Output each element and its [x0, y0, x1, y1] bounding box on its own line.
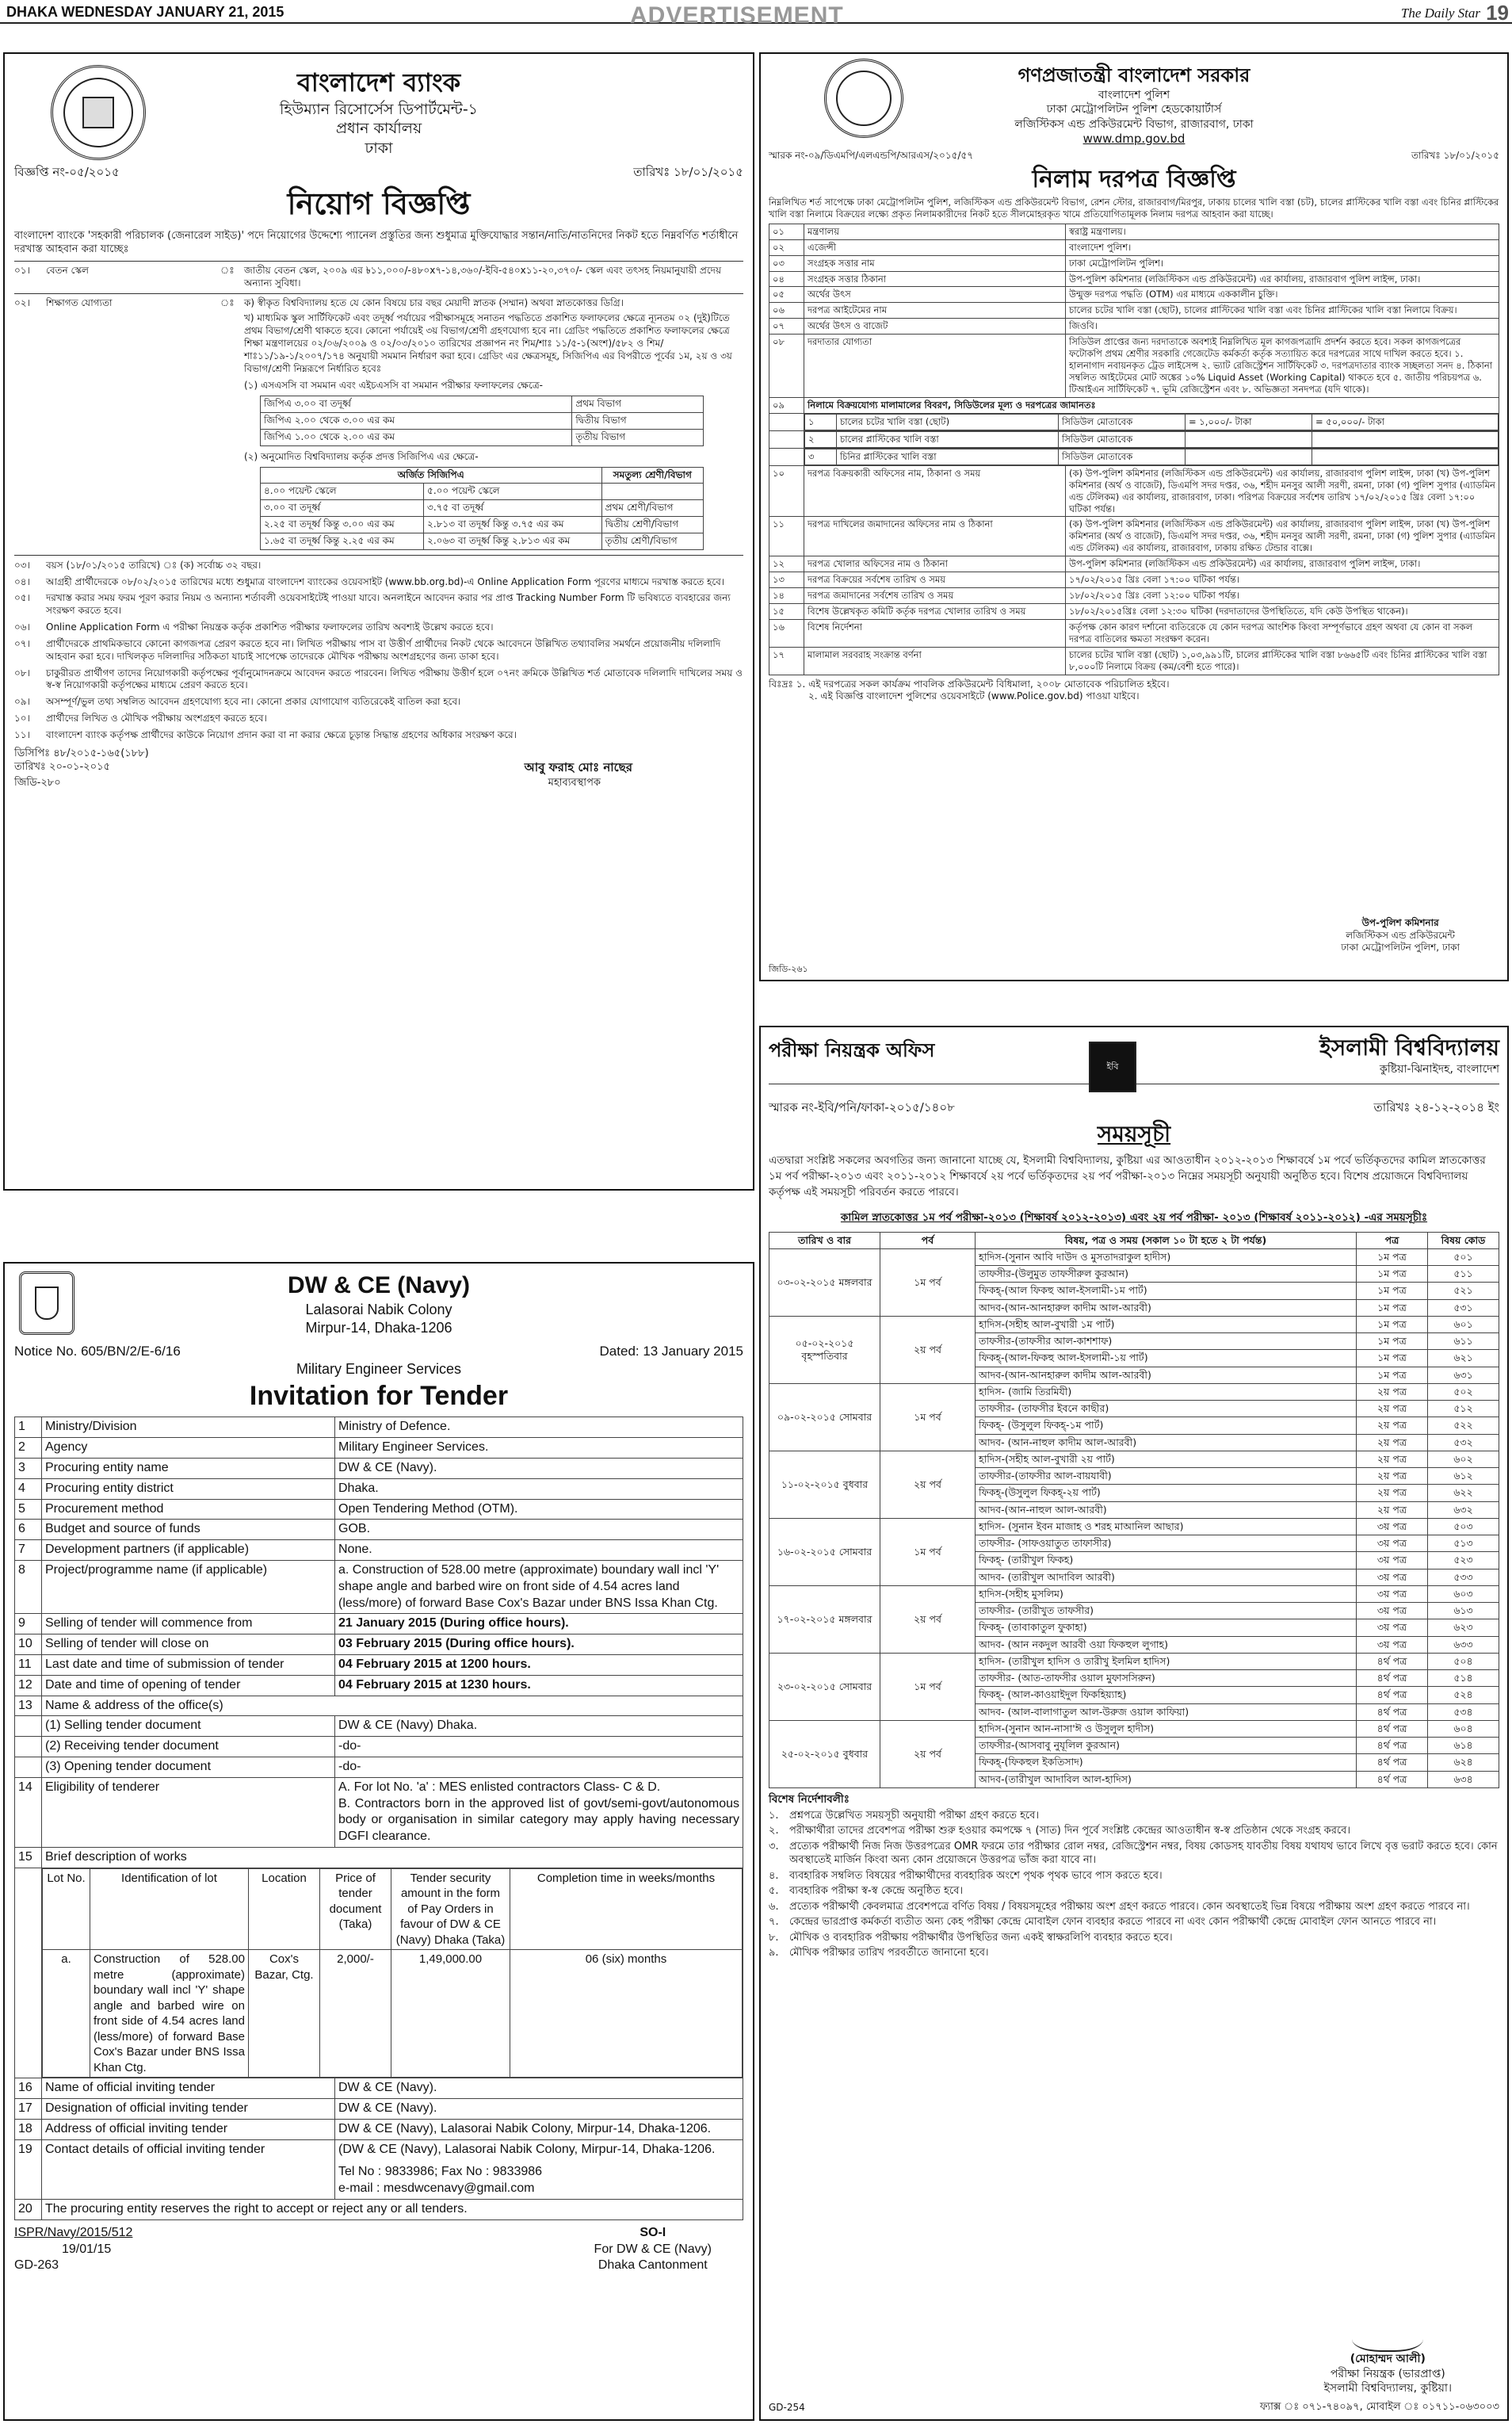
dmp-gd: জিডি-২৬১: [769, 963, 808, 974]
schedule-header: বিষয়, পত্র ও সময় (সকাল ১০ টা হতে ২ টা পর্যন্ত): [976, 1232, 1357, 1248]
iu-signer-title: পরীক্ষা নিয়ন্ত্রক (ভারপ্রাপ্ত): [1330, 2367, 1445, 2380]
schedule-row: ১৬-০২-২০১৫ সোমবার ১ম পর্ব হাদিস- (সুনান ইবন মাজাহ ও শরহ মাআনিল আছার) ৩য় পত্র ৫০৩: [769, 1518, 1499, 1535]
iu-subtitle: কামিল স্নাতকোত্তর ১ম পর্ব পরীক্ষা-২০১৩ (শিক্ষাবর্ষ ২০১২-২০১৩) এবং ২য় পর্ব পরীক্ষা- ২০১৩ (শিক্ষাবর্ষ ২০১১-২০১২) -এর সময়সূচীঃ: [840, 1211, 1428, 1225]
cgpa-row: ১.৬৫ বা তদূর্ধ্ব কিন্তু ২.২৫ এর কম ২.০৬৩ বা তদূর্ধ্ব কিন্তু ২.৮১৩ এর কম তৃতীয় শ্রেণী/বিভাগ: [261, 533, 704, 549]
dmp-sign1: উপ-পুলিশ কমিশনার: [1361, 917, 1439, 929]
navy-sign2: For DW & CE (Navy): [594, 2242, 712, 2256]
schedule-row: ০৫-০২-২০১৫ বৃহস্পতিবার ২য় পর্ব হাদিস-(সহীহ আল-বুখারী ১ম পার্ট) ১ম পত্র ৬০১: [769, 1316, 1499, 1332]
bank-condition: ০৩। বয়স (১৮/০১/২০১৫ তারিখে) ঃ (ক) সর্বোচ্চ ৩২ বছর।: [14, 559, 262, 571]
signature-mark-icon: [1352, 2320, 1423, 2352]
dmp-note1: বিঃদ্রঃ ১. এই দরপত্রের সকল কার্যক্রম পাবলিক প্রকিউরমেন্ট বিধিমালা, ২০০৮ মোতাবেক পরিচালিত হইবে।: [769, 678, 1170, 690]
page-number: 19: [1486, 1, 1509, 25]
edu-s2: (২) অনুমোদিত বিশ্ববিদ্যালয় কর্তৃক প্রদত্ত সিজিপিএ এর ক্ষেত্রে-: [244, 450, 479, 462]
bank-date: তারিখঃ ১৮/০১/২০১৫: [633, 164, 743, 179]
dmp-date: তারিখঃ ১৮/০১/২০১৫: [1411, 150, 1499, 162]
dmp-memo: স্মারক নং-০৯/ডিএমপি/এলএন্ডপি/আরএস/২০১৫/৫৭: [769, 150, 974, 162]
navy-addr2: Mirpur-14, Dhaka-1206: [305, 1320, 452, 1336]
gpa-row: জিপিএ ১.০০ থেকে ২.০০ এর কম তৃতীয় বিভাগ: [261, 429, 704, 445]
navy-gd: GD-263: [14, 2258, 59, 2273]
dmp-row: ০৬ দরপত্র আইটেমের নাম চালের চটের খালি বস্তা (ছোট), চালের প্লাস্টিকের খালি বস্তা এবং চিনির প্লাস্টিকের খালি বস্তা নিলামে বিক্রয়।: [769, 303, 1499, 319]
page-header: [0, 0, 1512, 29]
dmp-row: ০৯ নিলামে বিক্রয়যোগ্য মালামালের বিবরণ, সিডিউলের মূল্য ও দরপত্রের জামানতঃ: [769, 397, 1499, 413]
schedule-row: ০৩-০২-২০১৫ মঙ্গলবার ১ম পর্ব হাদিস-(সুনান আবি দাউদ ও মুসতাদরাকুল হাদীস) ১ম পত্র ৫০১: [769, 1248, 1499, 1265]
iu-logo-icon: ইবি: [1089, 1042, 1136, 1092]
cgpa-table: অর্জিত সিজিপিএ সমতুল্য শ্রেণী/বিভাগ ৪.০০ পয়েন্ট স্কেলে ৫.০০ পয়েন্ট স্কেলে ৩.০০ বা তদূর্ধ্ব ৩.৭৫ বা তদূর্ধ্ব প্রথম শ্রেণী/বিভাগ ২.২৫ বা তদূর্ধ্ব কিন্তু ৩.০০ এর কম ২.৮১৩ বা তদূর্ধ্ব কিন্তু ৩.৭৫ এর কম দ্বিতীয় শ্রেণী/বিভাগ ১.৬৫ বা তদূর্ধ্ব কিন্তু ২.২৫ এর কম ২.০৬৩ বা তদূর্ধ্ব কিন্তু ২.৮১৩ এর কম তৃতীয় শ্রেণী/বিভাগ: [260, 467, 704, 550]
dmp-table: [769, 224, 1499, 675]
bank-memo: বিজ্ঞপ্তি নং-০৫/২০১৫: [14, 164, 120, 179]
schedule-row: ফিকহ্-(আল-ফিকহু আল-ইসলামী-১য় পার্ট) ১ম পত্র ৬২১: [769, 1350, 1499, 1367]
schedule-row: ফিকহ্- (উসুলুল ফিকহ্-১ম পার্ট) ২য় পত্র ৫২২: [769, 1417, 1499, 1434]
schedule-row: আদব-(আন-আনহারুল কাদীম আল-আরবী) ১ম পত্র ৬৩১: [769, 1367, 1499, 1383]
lot-table: Lot No. Identification of lot Location Price of tender document (Taka) Tender security amount in the form of Pay Orders in favour of DW & CE (Navy) Dhaka (Taka) Completion time in weeks/months a. Construction of 528.00 metre (approximate) boundary wall incl 'Y' shape angle and barbed wire on front side of 4.54 acres land (less/more) of forward Base Cox's Bazar under BNS Issa Khan Ctg. Cox's Bazar, Ctg. 2,000/- 1,49,000.00 06 (six) months: [42, 1868, 743, 2078]
bank-signer: আবু ফরাহ মোঃ নাছের: [524, 759, 632, 774]
schedule-row: ২৫-০২-২০১৫ বুধবার ২য় পর্ব হাদিস-(সুনান আন-নাসা'ঈ ও উসুলুল হাদীস) ৪র্থ পত্র ৬০৪: [769, 1720, 1499, 1737]
iu-memo: স্মারক নং-ইবি/পনি/ফাকা-২০১৫/১৪০৮: [769, 1099, 955, 1115]
dmp-lot-row: ১ চালের চটের খালি বস্তা (ছোট) সিডিউল মোতাবেক = ১,০০০/- টাকা = ৫০,০০০/- টাকা: [769, 413, 1499, 430]
bank-row-education: ০২। শিক্ষাগত যোগ্যতা ঃ ক) স্বীকৃত বিশ্ববিদ্যালয় হতে যে কোন বিষয়ে চার বছর মেয়াদী স্নাতক (সম্মান) অথবা স্নাতকোত্তর ডিগ্রি। খ) মাধ্যমিক স্কুল সার্টিফিকেট এবং তদূর্ধ্ব পর্যায়ের পরীক্ষাসমূহে সনাতন পদ্ধতিতে প্রকাশিত ফলাফলের ক্ষেত্রে ন্যূনতম ০২ (দুই)টিতে প্রথম বিভাগ/শ্রেণী থাকতে হবে। কোনো পর্যায়েই ৩য় বিভাগ/শ্রেণী গ্রহণযোগ্য হবে না। গ্রেডিং পদ্ধতিতে প্রকাশিত ফলাফলের ক্ষেত্রে শিক্ষা মন্ত্রণালয়ের ০২/০৬/২০০৯ ও ০২/০৩/২০১০ তারিখের প্রজ্ঞাপন নং শিম/শাঃ ১১/৫-১(অংশ)/৫৮২ ও শিম/শাঃ১১/১৯-১/২০০৭/১৭৪ অনুযায়ী সমমান নির্ধারণ করা হবে। গ্রেডিং এর ক্ষেত্রসমূহ, সিজিপিএ এর বিপরীতে পূর্বের ১ম, ২য় ও ৩য় বিভাগ/শ্রেণী নিম্নরূপে নির্ধারিত হবেঃ (১) এসএসসি বা সমমান এবং এইচএসসি বা সমমান পরীক্ষার ফলাফলের ক্ষেত্রে- জিপিএ ৩.০০ বা তদূর্ধ্ব প্রথম বিভাগ জিপিএ ২.০০ থেকে ৩.০০ এর কম দ্বিতীয় বিভাগ জিপিএ ১.০০ থেকে ২.০০ এর কম তৃতীয় বিভাগ (২) অনুমোদিত বিশ্ববিদ্যালয় কর্তৃক প্রদত্ত সিজিপিএ এর ক্ষেত্রে- অর্জিত সিজিপিএ সমতুল্য শ্রেণী/বিভাগ ৪.০০ পয়েন্ট স্কেলে ৫.০০ পয়েন্ট স্কেলে ৩.০০ বা তদূর্ধ্ব ৩.৭৫ বা তদূর্ধ্ব প্রথম শ্রেণী/বিভাগ ২.২৫ বা তদূর্ধ্ব কিন্তু ৩.০০ এর কম ২.৮১৩ বা তদূর্ধ্ব কিন্তু ৩.৭৫ এর কম দ্বিতীয় শ্রেণী/বিভাগ ১.৬৫ বা তদূর্ধ্ব কিন্তু ২.২৫ এর কম ২.০৬৩ বা তদূর্ধ্ব কিন্তু ২.৮১৩ এর কম তৃতীয় শ্রেণী/বিভাগ: [14, 297, 743, 550]
navy-row: 16 Name of official inviting tender DW & CE (Navy).: [15, 2078, 743, 2099]
navy-row: 7 Development partners (if applicable) None.: [15, 1540, 743, 1561]
navy-dated: Dated: 13 January 2015: [599, 1343, 743, 1359]
schedule-row: আদব- (আল-বালাগাতুল আল-উরুজ ওয়াল কাফিয়া) ৪র্থ পত্র ৫৩৪: [769, 1703, 1499, 1720]
bank-conditions: [14, 560, 743, 742]
bank-dept: হিউম্যান রিসোর্সেস ডিপার্টমেন্ট-১: [279, 100, 479, 118]
navy-sub: Military Engineer Services: [296, 1360, 462, 1377]
edu-b: খ) মাধ্যমিক স্কুল সার্টিফিকেট এবং তদূর্ধ্ব পর্যায়ের পরীক্ষাসমূহে সনাতন পদ্ধতিতে প্রকাশিত ফলাফলের ক্ষেত্রে ন্যূনতম ০২ (দুই)টিতে প্রথম বিভাগ/শ্রেণী থাকতে হবে। কোনো পর্যায়েই ৩য় বিভাগ/শ্রেণী গ্রহণযোগ্য হবে না। গ্রেডিং পদ্ধতিতে প্রকাশিত ফলাফলের ক্ষেত্রে শিক্ষা মন্ত্রণালয়ের ০২/০৬/২০০৯ ও ০২/০৩/২০১০ তারিখের প্রজ্ঞাপন নং শিম/শাঃ ১১/৫-১(অংশ)/৫৮২ ও শিম/শাঃ১১/১৯-১/২০০৭/১৭৪ অনুযায়ী সমমান নির্ধারণ করা হবে। গ্রেডিং এর ক্ষেত্রসমূহ, সিজিপিএ এর বিপরীতে পূর্বের ১ম, ২য় ও ৩য় বিভাগ/শ্রেণী নিম্নরূপে নির্ধারিত হবেঃ: [244, 312, 732, 374]
navy-notice: Notice No. 605/BN/2/E-6/16: [14, 1343, 181, 1359]
instruction-item: ৫. ব্যবহারিক পরীক্ষা স্ব-স্ব কেন্দ্রে অনুষ্ঠিত হবে।: [769, 1885, 963, 1898]
bank-city: ঢাকা: [365, 139, 393, 157]
schedule-row: ১৭-০২-২০১৫ মঙ্গলবার ২য় পর্ব হাদিস-(সহীহ মুসলিম) ৩য় পত্র ৬০৩: [769, 1585, 1499, 1602]
dmp-title: গণপ্রজাতন্ত্রী বাংলাদেশ সরকার: [1018, 64, 1250, 86]
dmp-row: ০২ এজেন্সী বাংলাদেশ পুলিশ।: [769, 239, 1499, 255]
cgpa-row: ৩.০০ বা তদূর্ধ্ব ৩.৭৫ বা তদূর্ধ্ব প্রথম শ্রেণী/বিভাগ: [261, 500, 704, 517]
iu-intro: এতদ্বারা সংশ্লিষ্ট সকলের অবগতির জন্য জানানো যাচ্ছে যে, ইসলামী বিশ্ববিদ্যালয়, কুষ্টিয়া এর আওতাধীন ২০১২-২০১৩ শিক্ষাবর্ষে ১ম পর্বে ভর্তিকৃতদের কামিল স্নাতকোত্তর ১ম পর্ব পরীক্ষা-২০১৩ এবং ২০১১-২০১২ শিক্ষাবর্ষে ২য় পর্বে ভর্তিকৃতদের ২য় পর্ব পরীক্ষা-২০১৩ নিম্নের সময়সূচী অনুযায়ী অনুষ্ঠিত হবে। বিশেষ প্রয়োজনে বিশ্ববিদ্যালয় কর্তৃপক্ষ এই সময়সূচী পরিবর্তন করতে পারবে।: [769, 1154, 1486, 1199]
iu-place: কুষ্টিয়া-ঝিনাইদহ, বাংলাদেশ: [1379, 1063, 1499, 1076]
dmp-tender-ad: [759, 52, 1509, 981]
navy-tender-ad: [3, 1262, 754, 2421]
instruction-item: ২. পরীক্ষার্থীরা তাদের প্রবেশপত্র পরীক্ষা শুরু হওয়ার কমপক্ষে ৭ (সাত) দিন পূর্বে সংশ্লিষ্ট কেন্দ্রের আওতাধীন স্ব-স্ব প্রতিষ্ঠান থেকে সংগ্রহ করবে।: [769, 1825, 1350, 1837]
schedule-row: ০৯-০২-২০১৫ সোমবার ১ম পর্ব হাদিস- (জামি তিরমিযী) ২য় পত্র ৫০২: [769, 1383, 1499, 1400]
navy-row: 2 Agency Military Engineer Services.: [15, 1438, 743, 1459]
iu-schedule-table: [769, 1232, 1499, 1788]
dmp-row: ০১ মন্ত্রণালয় স্বরাষ্ট্র মন্ত্রণালয়।: [769, 224, 1499, 239]
iu-exam-schedule-ad: [759, 1026, 1509, 2421]
bank-office: প্রধান কার্যালয়: [335, 120, 422, 138]
navy-row: 10 Selling of tender will close on 03 February 2015 (During office hours).: [15, 1634, 743, 1655]
navy-ispr: ISPR/Navy/2015/512: [14, 2225, 133, 2239]
dmp-sign3: ঢাকা মেট্রোপলিটন পুলিশ, ঢাকা: [1341, 942, 1460, 954]
bangladesh-bank-ad: [3, 52, 754, 1191]
schedule-row: তাফসীর-(তাফসীর আল-বায়যাবী) ২য় পত্র ৬১২: [769, 1468, 1499, 1485]
instruction-item: ৬. প্রত্যেক পরীক্ষার্থী কেবলমাত্র প্রবেশপত্রে বর্ণিত বিষয় / বিষয়সমূহের পরীক্ষায় অংশ গ্রহণ করতে পারবে। কোন অবস্থাতেই ভিন্ন বিষয়ে পরীক্ষায় অংশ গ্রহণ করতে পারবে না।: [769, 1900, 1470, 1913]
instruction-item: ৩. প্রত্যেক পরীক্ষার্থী নিজ নিজ উত্তরপত্রের OMR ফরমে তার পরীক্ষার রোল নম্বর, রেজিস্ট্রেশন নম্বর, বিষয় কোডসহ যাবতীয় বিষয় যথাযথ ভাবে লিখে বৃত্ত ভরাট করতে হবে। কোন অবস্থাতেই মার্জিন কিংবা অন্য কোন প্রয়োজনে উত্তরপত্র ভাঁজ করা যাবে না।: [769, 1840, 1498, 1867]
bank-row-salary: ০১। বেতন স্কেল ঃ জাতীয় বেতন স্কেল, ২০০৯ এর ৳১১,০০০/-৪৮০x৭-১৪,৩৬০/-ইবি-৫৪০x১১-২০,৩৭০/- স্কেল এবং তৎসহ নিয়মানুযায়ী প্রদেয় অন্যান্য সুবিধা।: [14, 264, 722, 289]
navy-title: DW & CE (Navy): [287, 1272, 471, 1298]
iu-signer-org: ইসলামী বিশ্ববিদ্যালয়, কুষ্টিয়া।: [1323, 2381, 1452, 2395]
dmp-sign2: লজিস্টিকস এন্ড প্রকিউরমেন্ট: [1346, 929, 1455, 941]
dmp-row: ১০ দরপত্র বিক্রয়কারী অফিসের নাম, ঠিকানা ও সময় (ক) উপ-পুলিশ কমিশনার (লজিস্টিকস এন্ড প্রকিউরমেন্ট) এর কার্যালয়, রাজারবাগ পুলিশ লাইন্স, ঢাকা (খ) উপ-পুলিশ কমিশনার (অর্থ ও বাজেট), ডিএমপি সদর দপ্তর, ৩৬, শহীদ মনসুর আলী সরণী, রমনা, ঢাকা (গ) পুলিশ সুপার (এ্যাডমিন এন্ড টেলিকম) এর কার্যালয়, রাজারবাগ, ঢাকা। পরিপত্র বিক্রয়ের সর্বশেষ তারিখ ১৭/০২/২০১৫ খ্রিঃ বেলা ১৭:০০ ঘটিকা পর্যন্ত।: [769, 465, 1499, 517]
navy-row: 5 Procurement method Open Tendering Method (OTM).: [15, 1499, 743, 1520]
navy-lot-row: [15, 1868, 743, 2078]
navy-row: 17 Designation of official inviting tender DW & CE (Navy).: [15, 2099, 743, 2120]
navy-headline: Invitation for Tender: [249, 1381, 509, 1412]
schedule-row: তাফসীর-(আসবাবু নুযূলিল কুরআন) ৪র্থ পত্র ৬১৪: [769, 1738, 1499, 1754]
dmp-l2: ঢাকা মেট্রোপলিটন পুলিশ হেডকোয়ার্টার্স: [1046, 103, 1222, 117]
section-label: ADVERTISEMENT: [630, 2, 844, 29]
schedule-row: তাফসীর- (তারীখুত তাফসীর) ৩য় পত্র ৬১৩: [769, 1603, 1499, 1619]
schedule-row: তাফসীর-(উলুমুত তাফসীরুল কুরআন) ১ম পত্র ৫১১: [769, 1266, 1499, 1283]
dmp-l3: লজিস্টিকস এন্ড প্রকিউরমেন্ট বিভাগ, রাজারবাগ, ঢাকা: [1014, 117, 1254, 131]
iu-notes: [769, 1809, 1499, 1960]
navy-row: 19 Contact details of official inviting tender (DW & CE (Navy), Lalasorai Nabik Colony, Mirpur-14, Dhaka-1206. Tel No : 9833986; Fax No : 9833986 e-mail : mesdwcenavy@gmail.com: [15, 2139, 743, 2199]
iu-date: তারিখঃ ২৪-১২-২০১৪ ইং: [1373, 1099, 1499, 1115]
dmp-l1: বাংলাদেশ পুলিশ: [1098, 89, 1170, 102]
instruction-item: ৯. মৌখিক পরীক্ষার তারিখ পরবর্তীতে জানানো হবে।: [769, 1947, 989, 1959]
gpa-row: জিপিএ ২.০০ থেকে ৩.০০ এর কম দ্বিতীয় বিভাগ: [261, 413, 704, 430]
schedule-row: ফিকহ্- (তাবাকাতুল ফুকাহা) ৩য় পত্র ৬২৩: [769, 1619, 1499, 1636]
navy-row: 3 Procuring entity name DW & CE (Navy).: [15, 1459, 743, 1479]
navy-ispr-date: 19/01/15: [62, 2242, 112, 2256]
gpa-row: জিপিএ ৩.০০ বা তদূর্ধ্ব প্রথম বিভাগ: [261, 396, 704, 413]
dmp-row: ০৮ দরদাতার যোগ্যতা সিডিউল প্রাপ্তের জন্য দরদাতাকে অবশ্যই নিম্নলিখিত মূল কাগজপত্রাদি প্রদর্শন করতে হবে। সকল কাগজপত্রের ফটোকপি প্রথম শ্রেণীর সরকারি গেজেটেড কর্মকর্তা কর্তৃক সত্যায়িত করে দরপত্রের সাথে দাখিল করতে হবে। ১. হালনাগাদ নবায়নকৃত ট্রেড লাইসেন্স ২. ভ্যাট রেজিস্ট্রেশন সার্টিফিকেট ৩. দরপত্রদাতার ব্যাংক সচ্ছলতা সনদ ৪. ঠিকানা সম্বলিত আইটেমের মোট অঙ্কের ১০% Liquid Asset (Working Capital) থাকতে হবে ৫. জাতীয় পরিচয়পত্র ৬. টিআইএন সার্টিফিকেট ৭. ভূমি রেজিস্ট্রেশন এবং ৮. অভিজ্ঞতা সনদপত্র (যদি থাকে)।: [769, 335, 1499, 398]
navy-sign3: Dhaka Cantonment: [598, 2258, 708, 2273]
navy-row: 15 Brief description of works: [15, 1847, 743, 1868]
bank-headline: নিয়োগ বিজ্ঞপ্তি: [287, 186, 471, 222]
navy-table: [14, 1417, 743, 2219]
dmp-row: ১৩ দরপত্র বিক্রয়ের সর্বশেষ তারিখ ও সময় ১৭/০২/২০১৫ খ্রিঃ বেলা ১৭:০০ ঘটিকা পর্যন্ত।: [769, 572, 1499, 588]
navy-row: 1 Ministry/Division Ministry of Defence.: [15, 1417, 743, 1438]
schedule-header: পত্র: [1357, 1232, 1428, 1248]
schedule-row: আদব- (তারীখুল আদাবিল আরবী) ৩য় পত্র ৫৩৩: [769, 1569, 1499, 1585]
dmp-row: ০৫ অর্থের উৎস উন্মুক্ত দরপত্র পদ্ধতি (OTM) এর মাধ্যমে এককালীন চুক্তি।: [769, 287, 1499, 303]
navy-row: 14 Eligibility of tenderer A. For lot No. 'a' : MES enlisted contractors Class- C & D. B. Contractors born in the approved list of govt/semi-govt/autonomous body or organisation in similar category may apply having necessary DGFI clearance.: [15, 1777, 743, 1847]
dmp-headline: নিলাম দরপত্র বিজ্ঞপ্তি: [1032, 165, 1236, 193]
bank-condition: ১১। বাংলাদেশ ব্যাংক কর্তৃপক্ষ প্রার্থীদের কাউকে নিয়োগ প্রদান করা বা না করার ক্ষেত্রে চূড়ান্ত সিদ্ধান্ত গ্রহণের অধিকার সংরক্ষণ করে।: [14, 728, 517, 740]
dmp-intro: নিম্নলিখিত শর্ত সাপেক্ষে ঢাকা মেট্রোপলিটন পুলিশ, লজিস্টিকস এন্ড প্রকিউরমেন্ট বিভাগ, রেশন স্টোর, রাজারবাগ/মিরপুর, ঢাকায় চালের খালি বস্তা (চট), চালের প্লাস্টিকের খালি বস্তা এবং চিনির প্লাস্টিকের খালি বস্তা নিলামে বিক্রয়ের লক্ষ্যে প্রকৃত নিলামকারীদের নিকট হতে সীলমোহরকৃত খামে প্রতিযোগিতামূলক নিলাম দরপত্র আহবান করা যাচ্ছে।: [769, 196, 1499, 220]
navy-logo-icon: [19, 1271, 74, 1335]
iu-headline: সময়সূচী: [1097, 1121, 1171, 1148]
dmp-row: ০৭ অর্থের উৎস ও বাজেট জিওবি।: [769, 319, 1499, 335]
schedule-header: পর্ব: [880, 1232, 976, 1248]
dmp-row: ১৪ দরপত্র জমাদানের সর্বশেষ তারিখ ও সময় ১৮/০২/২০১৫ খ্রিঃ বেলা ১২:০০ ঘটিকা পর্যন্ত।: [769, 588, 1499, 604]
instruction-item: ৪. ব্যবহারিক সম্বলিত বিষয়ের পরীক্ষার্থীদের ব্যবহারিক অংশে পৃথক পৃথক ভাবে পাস করতে হবে।: [769, 1869, 1163, 1882]
dmp-row: ০৩ সংগ্রহক সত্তার নাম ঢাকা মেট্রোপলিটন পুলিশ।: [769, 255, 1499, 271]
schedule-row: তাফসীর- (সাফওয়াতুত তাফাসীর) ৩য় পত্র ৫১৩: [769, 1535, 1499, 1552]
schedule-row: তাফসীর-(তাফসীর আল-কাশশাফ) ১ম পত্র ৬১১: [769, 1333, 1499, 1350]
navy-subrow: (2) Receiving tender document -do-: [15, 1737, 743, 1757]
bank-signer-title: মহাব্যবস্থাপক: [548, 776, 601, 789]
dmp-note2: ২. এই বিজ্ঞপ্তি বাংলাদেশ পুলিশের ওয়েবসাইটে (www.Police.gov.bd) পাওয়া যাইবে।: [808, 690, 1140, 702]
navy-sign1: SO-I: [640, 2225, 666, 2239]
navy-row: 12 Date and time of opening of tender 04 February 2015 at 1230 hours.: [15, 1675, 743, 1696]
dmp-website[interactable]: www.dmp.gov.bd: [1082, 131, 1186, 146]
navy-addr1: Lalasorai Nabik Colony: [305, 1302, 452, 1317]
bank-condition: ০৫। দরখাস্ত করার সময় ফরম পূরণ করার নিয়ম ও অন্যান্য শর্তাবলী ওয়েবসাইটেই পাওয়া যাবে। অনলাইনে আবেদন করার পর প্রাপ্ত Tracking Number Form টি ভবিষ্যতে ব্যবহারের জন্য সংরক্ষণ করতে হবে।: [14, 592, 731, 617]
instruction-item: ৭. কেন্দ্রের ভারপ্রাপ্ত কর্মকর্তা ব্যতীত অন্য কেহ পরীক্ষা কেন্দ্রে মোবাইল ফোন ব্যবহার করতে পারবে না এবং কোন পরীক্ষার্থী কেন্দ্রে মোবাইল ফোন আনতে পারবে না।: [769, 1916, 1437, 1929]
eligibility-a: A. For lot No. 'a' : MES enlisted contractors Class- C & D.: [338, 1780, 661, 1794]
newspaper-name: The Daily Star: [1400, 6, 1480, 21]
dmp-lot-row: ৩ চিনির প্লাস্টিকের খালি বস্তা সিডিউল মোতাবেক: [769, 448, 1499, 465]
schedule-row: ফিকহ্-(আল ফিকহু আল-ইসলামী-১ম পার্ট) ১ম পত্র ৫২১: [769, 1283, 1499, 1299]
bank-condition: ১০। প্রার্থীদের লিখিত ও মৌখিক পরীক্ষায় অংশগ্রহণ করতে হবে।: [14, 713, 267, 725]
schedule-row: ফিকহ্-(ফিকহুল ইকতিসাদ) ৪র্থ পত্র ৬২৪: [769, 1754, 1499, 1771]
dmp-row: ১৭ মালামাল সরবরাহ সংক্রান্ত বর্ণনা চালের চটের খালি বস্তা (ছোট) ১,০৩,৯৯১টি, চালের প্লাস্টিকের খালি বস্তা ৮৬৬৫টি এবং চিনির প্লাস্টিকের খালি বস্তা ৮,০০০টি নিলামে বিক্রয় (কম/বেশী হতে পারে)।: [769, 647, 1499, 675]
schedule-row: ২৩-০২-২০১৫ সোমবার ১ম পর্ব হাদিস- (তারীখুল হাদিস ও তারীখু ইলমিল হাদিস) ৪র্থ পত্র ৫০৪: [769, 1653, 1499, 1669]
schedule-header: বিষয় কোড: [1428, 1232, 1499, 1248]
schedule-row: তাফসীর- (আত-তাফসীর ওয়াল মুফাসসিরুন) ৪র্থ পত্র ৫১৪: [769, 1670, 1499, 1687]
bank-intro: বাংলাদেশ ব্যাংকে 'সহকারী পরিচালক (জেনারেল সাইড)' পদে নিয়োগের উদ্দেশ্যে প্যানেল প্রস্তুতির জন্য শুধুমাত্র মুক্তিযোদ্ধার সন্তান/নাতি/নাতনিদের নিকট হতে নিম্নবর্ণিত শর্তাধীনে দরখাস্ত আহবান করা যাচ্ছেঃ: [14, 229, 739, 255]
bank-condition: ০৪। আগ্রহী প্রার্থীদেরকে ০৮/০২/২০১৫ তারিখের মধ্যে শুধুমাত্র বাংলাদেশ ব্যাংকের ওয়েবসাইট (www.bb.org.bd)-এ Online Application Form পূরণের মাধ্যমে দরখাস্ত করতে হবে।: [14, 575, 725, 587]
instruction-item: ১. প্রশ্নপত্রে উল্লেখিত সময়সূচী অনুযায়ী পরীক্ষা গ্রহণ করতে হবে।: [769, 1809, 1040, 1822]
dmp-row: ০৪ সংগ্রহক সত্তার ঠিকানা উপ-পুলিশ কমিশনার (লজিস্টিকস এন্ড প্রকিউরমেন্ট) এর কার্যালয়, রাজারবাগ পুলিশ লাইন্স, ঢাকা।: [769, 271, 1499, 287]
bank-condition: ০৭। প্রার্থীদেরকে প্রাথমিকভাবে কোনো কাগজপত্র প্রেরণ করতে হবে না। লিখিত পরীক্ষায় পাস বা উত্তীর্ণ প্রার্থীদের নিকট থেকে আবেদনে উল্লিখিত তথ্যাবলির সমর্থনে প্রয়োজনীয় দলিলাদি আহবান করা হবে। দাখিলকৃত দলিলাদির সঠিকতা যাচাই সাপেক্ষে তাদেরকে মৌখিক পরীক্ষায় অংশগ্রহণের জন্য ডাকা হবে।: [14, 637, 721, 662]
dmp-row: ১৬ বিশেষ নির্দেশনা কর্তৃপক্ষ কোন কারণ দর্শানো ব্যতিরেকে যে কোন দরপত্র আংশিক কিংবা সম্পূর্ণভাবে গ্রহণ অথবা যে কোন বা সকল দরপত্র বাতিলের ক্ষমতা সংরক্ষণ করেন।: [769, 620, 1499, 648]
navy-row: 11 Last date and time of submission of tender 04 February 2015 at 1200 hours.: [15, 1655, 743, 1676]
schedule-row: ফিকহ্- (আল-কাওয়াইদুল ফিকহিয়্যাহ) ৪র্থ পত্র ৫২৪: [769, 1687, 1499, 1703]
page-dateline: DHAKA WEDNESDAY JANUARY 21, 2015: [6, 4, 284, 20]
dmp-row: ১১ দরপত্র দাখিলের জমাদানের অফিসের নাম ও ঠিকানা (ক) উপ-পুলিশ কমিশনার (লজিস্টিকস এন্ড প্রকিউরমেন্ট) এর কার্যালয়, রাজারবাগ পুলিশ লাইন্স, ঢাকা (খ) উপ-পুলিশ কমিশনার (অর্থ ও বাজেট), ডিএমপি সদর দপ্তর, ৩৬, শহীদ মনসুর আলী সরণী, রমনা, ঢাকা (গ) পুলিশ সুপার (এ্যাডমিন এন্ড টেলিকম) এর কার্যালয়, রাজারবাগ, ঢাকায় রক্ষিত টেন্ডার বাক্সে।: [769, 517, 1499, 556]
schedule-row: তাফসীর- (তাফসীর ইবনে কাছীর) ২য় পত্র ৫১২: [769, 1401, 1499, 1417]
schedule-row: ফিকহ্-(উসুলুল ফিকহ্-২য় পার্ট) ২য় পত্র ৬২২: [769, 1485, 1499, 1501]
gpa-table: [260, 396, 704, 445]
iu-contact: ফ্যাক্স ঃ ০৭১-৭৪০৯৭, মোবাইল ঃ ০১৭১১-০৬৩০০৩: [1259, 2401, 1499, 2414]
iu-name: ইসলামী বিশ্ববিদ্যালয়: [1319, 1034, 1499, 1061]
bank-logo-icon: [51, 65, 146, 160]
navy-row: 20 The procuring entity reserves the right to accept or reject any or all tenders.: [15, 2200, 743, 2220]
navy-row: 8 Project/programme name (if applicable) a. Construction of 528.00 metre (approximate) boundary wall incl 'Y' shape angle and barbed wire on front side of 4.54 acres land (less/more) of forward Base Cox's Bazar under BNS Issa Khan Ctg.: [15, 1561, 743, 1614]
dmp-lot-row: ২ চালের প্লাস্টিকের খালি বস্তা সিডিউল মোতাবেক: [769, 430, 1499, 448]
dmp-row: ১৫ বিশেষ উল্লেখকৃত কমিটি কর্তৃক দরপত্র খোলার তারিখ ও সময় ১৮/০২/২০১৫খ্রিঃ বেলা ১২:৩০ ঘটিকা (দরদাতাদের উপস্থিতিতে, যদি কেউ উপস্থিত থাকেন)।: [769, 604, 1499, 620]
bank-title: বাংলাদেশ ব্যাংক: [296, 67, 461, 97]
iu-gd: GD-254: [769, 2402, 805, 2414]
iu-office: পরীক্ষা নিয়ন্ত্রক অফিস: [769, 1039, 935, 1061]
cgpa-row: ২.২৫ বা তদূর্ধ্ব কিন্তু ৩.০০ এর কম ২.৮১৩ বা তদূর্ধ্ব কিন্তু ৩.৭৫ এর কম দ্বিতীয় শ্রেণী/বিভাগ: [261, 517, 704, 533]
edu-s1: (১) এসএসসি বা সমমান এবং এইচএসসি বা সমমান পরীক্ষার ফলাফলের ক্ষেত্রে-: [244, 380, 543, 392]
iu-signer: (মোহাম্মদ আলী): [1350, 2353, 1426, 2366]
navy-email[interactable]: e-mail : mesdwcenavy@gmail.com: [338, 2181, 535, 2196]
cgpa-row: ৪.০০ পয়েন্ট স্কেলে ৫.০০ পয়েন্ট স্কেলে: [261, 484, 704, 500]
schedule-row: আদব- (আন নকদুল আরবী ওয়া ফিকহুল লুগাহ) ৩য় পত্র ৬৩৩: [769, 1636, 1499, 1653]
bank-ref1: ডিসিপিঃ ৪৮/২০১৫-১৬৫(১৮৮): [14, 747, 149, 759]
dmp-row: ১২ দরপত্র খোলার অফিসের নাম ও ঠিকানা উপ-পুলিশ কমিশনার (লজিস্টিকস এন্ড প্রকিউরমেন্ট) এর কার্যালয়, রাজারবাগ পুলিশ লাইন্স, ঢাকা।: [769, 556, 1499, 572]
bank-gd: জিডি-২৮০: [14, 776, 61, 789]
navy-row: 4 Procuring entity district Dhaka.: [15, 1478, 743, 1499]
bank-condition: ০৯। অসম্পূর্ণ/ভুল তথ্য সম্বলিত আবেদন গ্রহণযোগ্য হবে না। কোনো প্রকার যোগাযোগ ব্যতিরেকেই বাতিল করা হবে।: [14, 696, 461, 708]
schedule-row: আদব- (আন-নাহুল কাদীম আল-আরবী) ২য় পত্র ৫৩২: [769, 1434, 1499, 1451]
navy-row: 9 Selling of tender will commence from 21 January 2015 (During office hours).: [15, 1614, 743, 1634]
edu-a: ক) স্বীকৃত বিশ্ববিদ্যালয় হতে যে কোন বিষয়ে চার বছর মেয়াদী স্নাতক (সম্মান) অথবা স্নাতকোত্তর ডিগ্রি।: [244, 296, 624, 308]
navy-row: 18 Address of official inviting tender DW & CE (Navy), Lalasorai Nabik Colony, Mirpur-14, Dhaka-1206.: [15, 2119, 743, 2139]
schedule-row: আদব-(তারীখুল আদাবিল আল-হাদিস) ৪র্থ পত্র ৬৩৪: [769, 1771, 1499, 1787]
eligibility-b: B. Contractors born in the approved list of govt/semi-govt/autonomous body or organisation in similar category may apply having necessary DGFI clearance.: [338, 1796, 739, 1844]
schedule-header: তারিখ ও বার: [769, 1232, 880, 1248]
schedule-row: ফিকহ্- (তারীখুল ফিকহ) ৩য় পত্র ৫২৩: [769, 1552, 1499, 1569]
navy-subrow: (1) Selling tender document DW & CE (Navy) Dhaka.: [15, 1716, 743, 1737]
schedule-row: ১১-০২-২০১৫ বুধবার ২য় পর্ব হাদিস-(সহীহ আল-বুখারী ২য় পার্ট) ২য় পত্র ৬০২: [769, 1451, 1499, 1467]
bank-ref2: তারিখঃ ২০-০১-২০১৫: [14, 760, 110, 773]
navy-row: 6 Budget and source of funds GOB.: [15, 1520, 743, 1540]
iu-notes-title: বিশেষ নির্দেশাবলীঃ: [769, 1792, 850, 1806]
bank-condition: ০৮। চাকুরীরত প্রার্থীগণ তাদের নিয়োগকারী কর্তৃপক্ষের পূর্বানুমোদনক্রমে আবেদন করতে পারবেন। লিখিত পরীক্ষায় উত্তীর্ণ হলে ০৭নং ক্রমিকে উল্লিখিত শর্ত মোতাবেক দলিলাদি দাখিলের সময় ও স্ব-স্ব নিয়োগকারী কর্তৃপক্ষের মাধ্যমে প্রেরণ করতে হবে।: [14, 667, 743, 691]
govt-logo-icon: [824, 59, 903, 138]
schedule-row: আদব-(আন-নাহুল আল-আরবী) ২য় পত্র ৬৩২: [769, 1501, 1499, 1518]
navy-row: 13 Name & address of the office(s): [15, 1696, 743, 1716]
instruction-item: ৮. মৌখিক ও ব্যবহারিক পরীক্ষায় পরীক্ষার্থীর উপস্থিতির জন্য একই স্বাক্ষরলিপি ব্যবহার করতে হবে।: [769, 1931, 1173, 1944]
schedule-row: আদব-(আন-আনহারুল কাদীম আল-আরবী) ১ম পত্র ৫৩১: [769, 1299, 1499, 1316]
bank-condition: ০৬। Online Application Form এ পরীক্ষা নিয়ন্ত্রক কর্তৃক প্রকাশিত পরীক্ষার ফলাফলের তারিখ অবশ্যই উল্লেখ করতে হবে।: [14, 621, 494, 633]
navy-subrow: (3) Opening tender document -do-: [15, 1757, 743, 1778]
